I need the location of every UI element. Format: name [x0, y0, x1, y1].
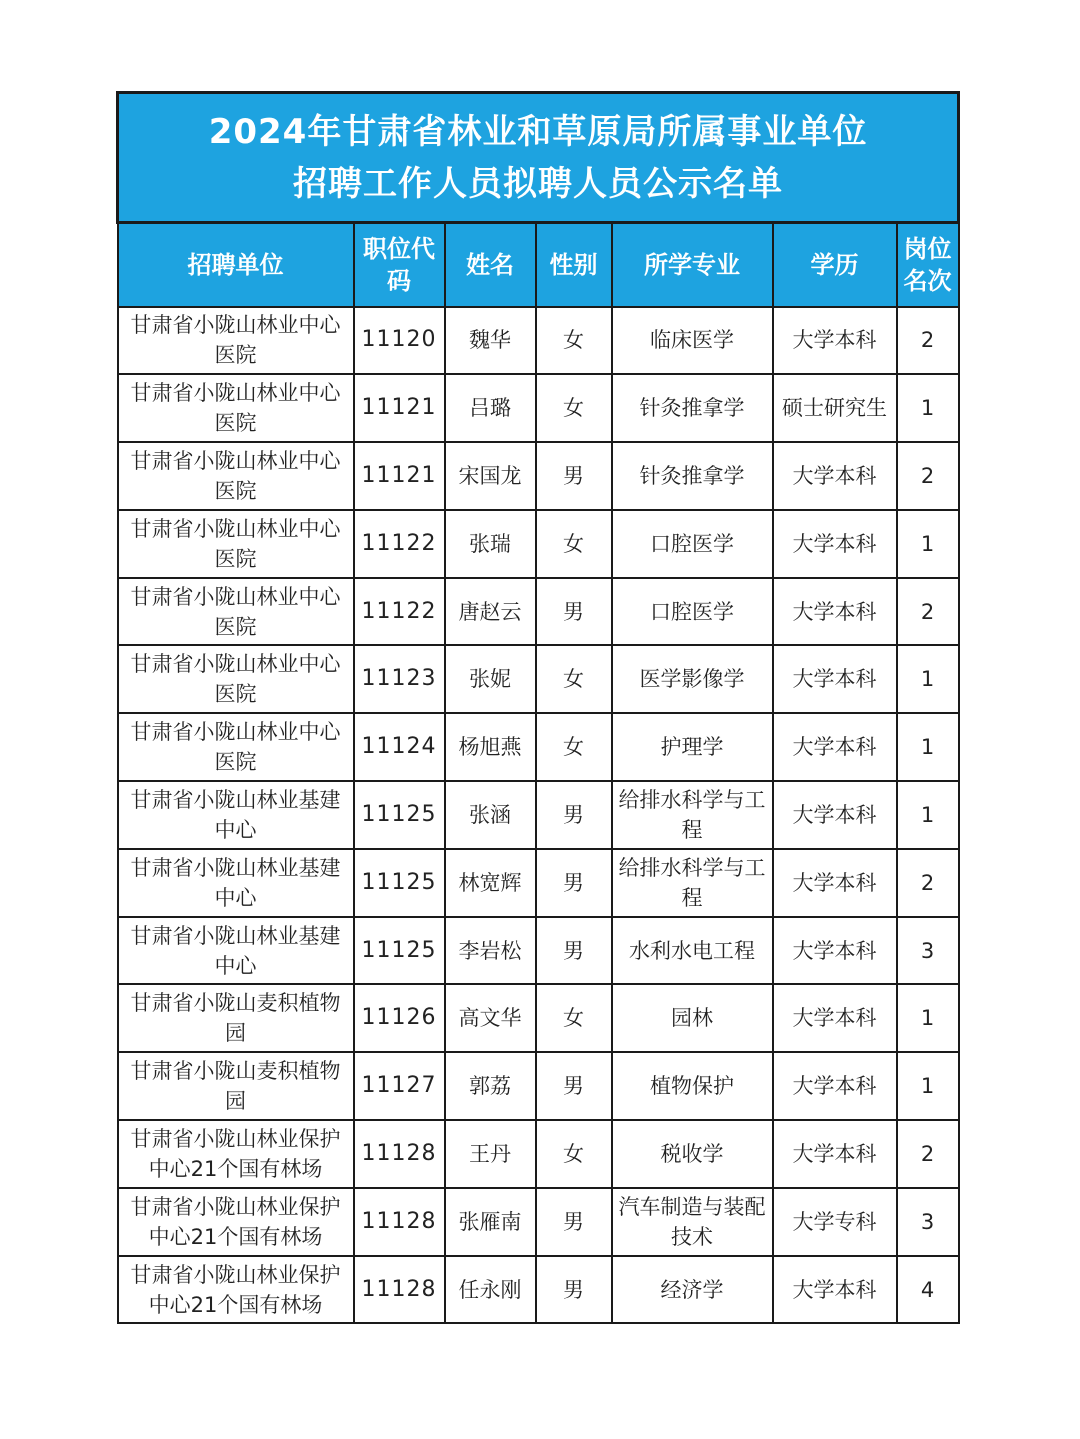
cell-unit: 甘肃省小陇山林业中心医院 — [118, 645, 354, 713]
table-row — [118, 1120, 959, 1188]
cell-sex: 女 — [536, 374, 612, 442]
cell-major: 临床医学 — [612, 307, 773, 375]
cell-name: 魏华 — [445, 307, 536, 375]
cell-name: 宋国龙 — [445, 442, 536, 510]
header-unit: 招聘单位 — [118, 223, 354, 307]
cell-name: 任永刚 — [445, 1256, 536, 1324]
table-row — [118, 307, 959, 375]
cell-name: 高文华 — [445, 984, 536, 1052]
title-line-2: 招聘工作人员拟聘人员公示名单 — [293, 163, 784, 204]
cell-rank: 2 — [897, 1120, 959, 1188]
cell-name: 张涵 — [445, 781, 536, 849]
cell-sex: 女 — [536, 984, 612, 1052]
cell-major: 汽车制造与装配技术 — [612, 1188, 773, 1256]
cell-code: 11122 — [354, 510, 445, 578]
cell-code: 11121 — [354, 442, 445, 510]
table-row — [118, 1052, 959, 1120]
table-body — [118, 307, 959, 1324]
cell-sex: 女 — [536, 1120, 612, 1188]
cell-major: 针灸推拿学 — [612, 442, 773, 510]
cell-major: 口腔医学 — [612, 510, 773, 578]
cell-unit: 甘肃省小陇山林业基建中心 — [118, 781, 354, 849]
cell-rank: 1 — [897, 510, 959, 578]
cell-education: 大学专科 — [773, 1188, 897, 1256]
cell-major: 经济学 — [612, 1256, 773, 1324]
cell-education: 大学本科 — [773, 849, 897, 917]
cell-education: 大学本科 — [773, 1052, 897, 1120]
cell-code: 11127 — [354, 1052, 445, 1120]
cell-major: 税收学 — [612, 1120, 773, 1188]
cell-name: 郭荔 — [445, 1052, 536, 1120]
cell-code: 11126 — [354, 984, 445, 1052]
cell-sex: 男 — [536, 1256, 612, 1324]
cell-rank: 1 — [897, 781, 959, 849]
cell-sex: 男 — [536, 849, 612, 917]
cell-major: 医学影像学 — [612, 645, 773, 713]
cell-education: 大学本科 — [773, 578, 897, 646]
cell-education: 硕士研究生 — [773, 374, 897, 442]
cell-name: 杨旭燕 — [445, 713, 536, 781]
cell-unit: 甘肃省小陇山林业中心医院 — [118, 374, 354, 442]
cell-name: 吕璐 — [445, 374, 536, 442]
table-row — [118, 578, 959, 646]
cell-name: 李岩松 — [445, 917, 536, 985]
cell-sex: 男 — [536, 442, 612, 510]
cell-unit: 甘肃省小陇山麦积植物园 — [118, 984, 354, 1052]
cell-sex: 女 — [536, 510, 612, 578]
cell-sex: 男 — [536, 1188, 612, 1256]
table-row — [118, 510, 959, 578]
cell-major: 口腔医学 — [612, 578, 773, 646]
cell-rank: 2 — [897, 307, 959, 375]
cell-rank: 2 — [897, 442, 959, 510]
cell-unit: 甘肃省小陇山林业中心医院 — [118, 713, 354, 781]
cell-sex: 女 — [536, 307, 612, 375]
cell-code: 11120 — [354, 307, 445, 375]
cell-code: 11125 — [354, 849, 445, 917]
cell-code: 11128 — [354, 1256, 445, 1324]
header-education: 学历 — [773, 223, 897, 307]
cell-education: 大学本科 — [773, 1256, 897, 1324]
cell-name: 唐赵云 — [445, 578, 536, 646]
cell-major: 水利水电工程 — [612, 917, 773, 985]
cell-sex: 男 — [536, 1052, 612, 1120]
cell-name: 林宽辉 — [445, 849, 536, 917]
roster-sheet — [116, 91, 957, 1324]
header-rank: 岗位名次 — [897, 223, 959, 307]
cell-rank: 3 — [897, 917, 959, 985]
cell-education: 大学本科 — [773, 645, 897, 713]
cell-education: 大学本科 — [773, 510, 897, 578]
table-row — [118, 442, 959, 510]
cell-unit: 甘肃省小陇山林业中心医院 — [118, 307, 354, 375]
cell-code: 11125 — [354, 781, 445, 849]
cell-sex: 女 — [536, 713, 612, 781]
table-row — [118, 1188, 959, 1256]
cell-education: 大学本科 — [773, 917, 897, 985]
cell-sex: 女 — [536, 645, 612, 713]
cell-unit: 甘肃省小陇山林业基建中心 — [118, 849, 354, 917]
header-name: 姓名 — [445, 223, 536, 307]
table-row — [118, 917, 959, 985]
header-major: 所学专业 — [612, 223, 773, 307]
header-sex: 性别 — [536, 223, 612, 307]
cell-major: 护理学 — [612, 713, 773, 781]
cell-code: 11128 — [354, 1120, 445, 1188]
cell-education: 大学本科 — [773, 1120, 897, 1188]
cell-major: 园林 — [612, 984, 773, 1052]
cell-rank: 1 — [897, 713, 959, 781]
cell-code: 11124 — [354, 713, 445, 781]
cell-unit: 甘肃省小陇山林业中心医院 — [118, 442, 354, 510]
cell-code: 11123 — [354, 645, 445, 713]
cell-unit: 甘肃省小陇山林业中心医院 — [118, 510, 354, 578]
roster-table — [116, 91, 960, 1324]
cell-sex: 男 — [536, 781, 612, 849]
cell-education: 大学本科 — [773, 984, 897, 1052]
cell-code: 11121 — [354, 374, 445, 442]
cell-education: 大学本科 — [773, 307, 897, 375]
title-line-1: 2024年甘肃省林业和草原局所属事业单位 — [208, 111, 868, 152]
cell-unit: 甘肃省小陇山林业基建中心 — [118, 917, 354, 985]
cell-education: 大学本科 — [773, 713, 897, 781]
cell-rank: 1 — [897, 645, 959, 713]
table-row — [118, 781, 959, 849]
cell-rank: 4 — [897, 1256, 959, 1324]
cell-rank: 1 — [897, 1052, 959, 1120]
cell-code: 11128 — [354, 1188, 445, 1256]
cell-rank: 2 — [897, 578, 959, 646]
table-row — [118, 849, 959, 917]
cell-name: 张瑞 — [445, 510, 536, 578]
cell-education: 大学本科 — [773, 442, 897, 510]
cell-rank: 2 — [897, 849, 959, 917]
cell-major: 给排水科学与工程 — [612, 849, 773, 917]
cell-rank: 3 — [897, 1188, 959, 1256]
cell-rank: 1 — [897, 374, 959, 442]
cell-unit: 甘肃省小陇山林业保护中心21个国有林场 — [118, 1188, 354, 1256]
table-row — [118, 645, 959, 713]
header-code: 职位代码 — [354, 223, 445, 307]
title-row — [118, 93, 959, 223]
cell-unit: 甘肃省小陇山林业保护中心21个国有林场 — [118, 1256, 354, 1324]
header-row — [118, 223, 959, 307]
cell-rank: 1 — [897, 984, 959, 1052]
table-row — [118, 1256, 959, 1324]
table-row — [118, 713, 959, 781]
cell-code: 11122 — [354, 578, 445, 646]
cell-sex: 男 — [536, 917, 612, 985]
cell-name: 王丹 — [445, 1120, 536, 1188]
page-title — [118, 93, 959, 223]
cell-name: 张雁南 — [445, 1188, 536, 1256]
cell-name: 张妮 — [445, 645, 536, 713]
table-row — [118, 984, 959, 1052]
table-row — [118, 374, 959, 442]
cell-code: 11125 — [354, 917, 445, 985]
cell-unit: 甘肃省小陇山林业中心医院 — [118, 578, 354, 646]
cell-major: 针灸推拿学 — [612, 374, 773, 442]
cell-unit: 甘肃省小陇山林业保护中心21个国有林场 — [118, 1120, 354, 1188]
cell-unit: 甘肃省小陇山麦积植物园 — [118, 1052, 354, 1120]
cell-sex: 男 — [536, 578, 612, 646]
cell-education: 大学本科 — [773, 781, 897, 849]
cell-major: 植物保护 — [612, 1052, 773, 1120]
cell-major: 给排水科学与工程 — [612, 781, 773, 849]
